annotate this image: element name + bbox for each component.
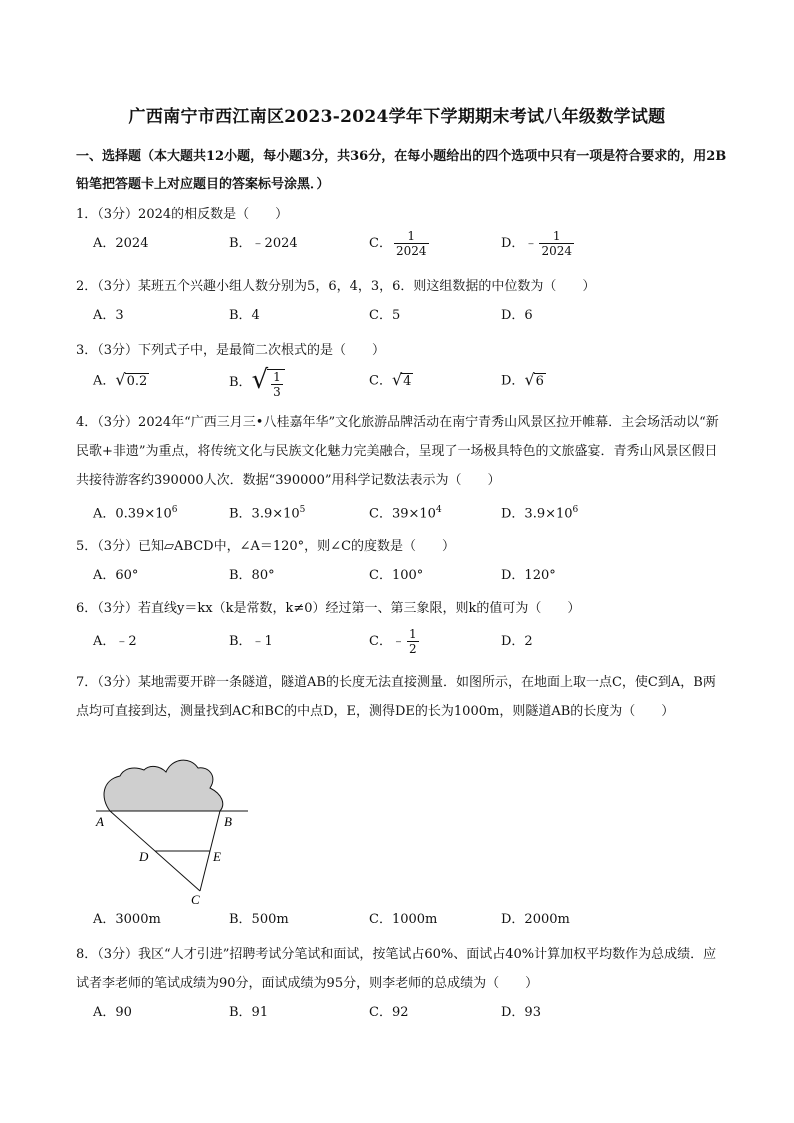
option-b: B．√ $\frac{1}{3}$ <box>229 365 285 400</box>
option-c: C．92 <box>369 1005 409 1020</box>
option-c: C．100° <box>369 568 424 583</box>
option-d: D．√6 <box>501 365 546 397</box>
option-d: D．﹣ $\frac{1}{2024}$ <box>501 229 572 258</box>
options-row <box>76 905 728 935</box>
option-d: D．120° <box>501 568 556 583</box>
square-root: √6 <box>524 370 544 389</box>
question-7 <box>76 668 728 726</box>
option-d: D．2 <box>501 634 533 649</box>
option-a: A．3000m <box>93 912 161 927</box>
option-c: C．$39\times 10^4$ <box>369 505 442 522</box>
question-6 <box>76 594 728 661</box>
label-e: E <box>213 849 221 864</box>
option-c: C．5 <box>369 308 401 323</box>
fraction: $\frac{1}{3}$ <box>273 370 281 399</box>
option-b: B．80° <box>229 568 275 583</box>
option-d: D．2000m <box>501 912 570 927</box>
label-d: D <box>139 849 149 864</box>
option-a: A．√0.2 <box>93 365 149 397</box>
options-row <box>76 365 728 401</box>
options-row <box>76 229 728 259</box>
question-1 <box>76 200 728 259</box>
options-row <box>76 561 728 591</box>
options-row <box>76 998 728 1028</box>
label-a: A <box>96 814 104 829</box>
option-c: C．1000m <box>369 912 438 927</box>
option-c: C．√4 <box>369 365 413 397</box>
page-title: 广西南宁市西江南区2023-2024学年下学期期末考试八年级数学试题 <box>128 107 666 127</box>
fraction: $\frac{1}{2024}$ <box>395 229 427 258</box>
option-b: B．﹣2024 <box>229 236 298 251</box>
fraction: $\frac{1}{2024}$ <box>541 229 572 258</box>
option-a: A．90 <box>93 1005 132 1020</box>
option-d: D．$3.9\times 10^6$ <box>501 505 579 522</box>
option-a: A．3 <box>93 308 124 323</box>
option-d: D．6 <box>501 308 533 323</box>
question-stem: 3．（3分）下列式子中，是最简二次根式的是（ ） <box>76 343 386 358</box>
fraction: $\frac{1}{2}$ <box>408 627 417 656</box>
question-stem: 4．（3分）2024年“广西三月三•八桂嘉年华”文化旅游品牌活动在南宁青秀山风景区拉开帷幕．主会场活动以“新民歌+非遗”为重点，将传统文化与民族文化魅力完美融合，呈现了一场极具特色的文旅盛宴．青秀山风景区假日共接待游客约390000人次．数据“390000”用科学记数法表示为（ ） <box>76 415 719 488</box>
option-b: B．﹣1 <box>229 634 273 649</box>
option-a: A．$0.39\times 10^6$ <box>93 505 178 522</box>
question-7-options <box>76 905 728 935</box>
options-row <box>76 301 728 331</box>
option-a: A．60° <box>93 568 139 583</box>
question-2 <box>76 272 728 331</box>
question-stem: 8．（3分）我区“人才引进”招聘考试分笔试和面试，按笔试占60%、面试占40%计算加权平均数作为总成绩．应试者李老师的笔试成绩为90分，面试成绩为95分，则李老师的总成绩为（ ） <box>76 947 717 991</box>
options-row <box>76 495 728 525</box>
hill-shape <box>104 760 223 811</box>
option-a: A．2024 <box>93 236 149 251</box>
tunnel-figure <box>90 758 260 906</box>
question-stem: 6．（3分）若直线y＝kx（k是常数，k≠0）经过第一、第三象限，则k的值可为（ ） <box>76 601 581 616</box>
options-row <box>76 623 728 661</box>
option-b: B．91 <box>229 1005 269 1020</box>
question-stem: 2．（3分）某班五个兴趣小组人数分别为5，6，4，3，6．则这组数据的中位数为（ ） <box>76 279 596 294</box>
option-b: B．4 <box>229 308 260 323</box>
option-c: C．﹣ $\frac{1}{2}$ <box>369 627 417 656</box>
label-b: B <box>224 814 232 829</box>
square-root: √ $\frac{1}{3}$ <box>252 365 285 400</box>
square-root: √0.2 <box>115 370 148 389</box>
question-4 <box>76 408 728 525</box>
option-b: B．$3.9\times 10^5$ <box>229 505 306 522</box>
question-8 <box>76 940 728 1028</box>
question-stem: 1．（3分）2024的相反数是（ ） <box>76 207 289 222</box>
label-c: C <box>191 892 200 906</box>
option-b: B．500m <box>229 912 289 927</box>
question-5 <box>76 532 728 591</box>
option-c: C． $\frac{1}{2024}$ <box>369 229 427 258</box>
square-root: √4 <box>391 370 412 389</box>
option-a: A．﹣2 <box>93 634 137 649</box>
question-stem: 5．（3分）已知▱ABCD中，∠A＝120°，则∠C的度数是（ ） <box>76 539 456 554</box>
option-d: D．93 <box>501 1005 541 1020</box>
question-3 <box>76 336 728 401</box>
section-heading: 一、选择题（本大题共12小题，每小题3分，共36分，在每小题给出的四个选项中只有一项是符合要求的，用2B铅笔把答题卡上对应题目的答案标号涂黑．） <box>76 149 727 192</box>
question-stem: 7．（3分）某地需要开辟一条隧道，隧道AB的长度无法直接测量．如图所示，在地面上取一点C，使C到A，B两点均可直接到达，测量找到AC和BC的中点D，E，测得DE的长为1000m，则隧道AB的长度为（ ） <box>76 675 716 719</box>
